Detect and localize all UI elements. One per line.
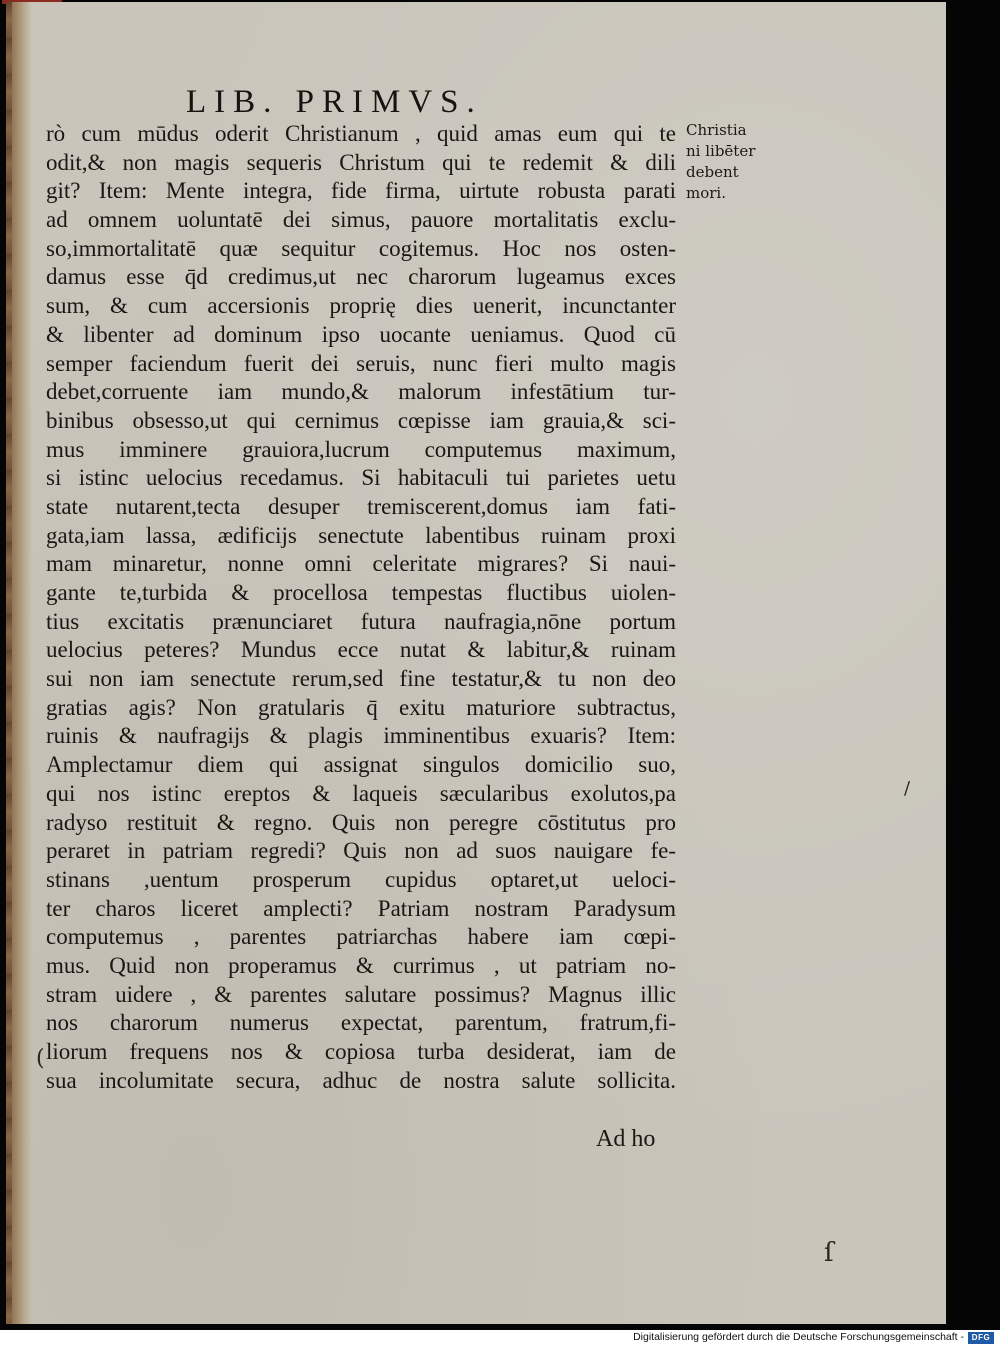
text-line: liorum frequens nos & copiosa turba desiderat, iam de (46, 1039, 676, 1064)
text-line: gata,iam lassa, ædificijs senectute labentibus ruinam proxi (46, 522, 676, 548)
text-line: stinans ,uentum prosperum cupidus optaret,ut ueloci- (46, 866, 676, 892)
text-line: radyso restituit & regno. Quis non peregre cōstitutus pro (46, 809, 676, 835)
text-line: peraret in patriam regredi? Quis non ad suos nauigare fe- (46, 838, 676, 864)
text-line: Amplectamur diem qui assignat singulos domicilio suo, (46, 752, 676, 778)
text-line: debet,corruente iam mundo,& malorum infestātium tur- (46, 379, 676, 405)
text-line: mus imminere grauiora,lucrum computemus maximum, (46, 436, 676, 462)
text-line: ad omnem uoluntatē dei simus, pauore mortalitatis exclu- (46, 207, 676, 233)
text-line: nos charorum numerus expectat, parentum, fratrum,fi- (46, 1010, 676, 1036)
text-line: & libenter ad dominum ipso uocante ueniamus. Quod cū (46, 321, 676, 347)
text-line: sui non iam senectute rerum,sed fine testatur,& tu non deo (46, 666, 676, 692)
text-line: state nutarent,tecta desuper tremiscerent,domus iam fati- (46, 493, 676, 519)
text-line: si istinc uelocius recedamus. Si habitaculi tui parietes uetu (46, 465, 676, 491)
binding-edge (6, 2, 12, 1324)
marginal-note-line: ni libēter (686, 142, 756, 160)
text-line: sua incolumitate secura, adhuc de nostra salute sollicita. (46, 1067, 676, 1093)
text-line: gratias agis? Non gratularis q̄ exitu maturiore subtractus, (46, 694, 676, 720)
running-head: LIB. PRIMVS. (186, 84, 483, 120)
ink-bracket-mark: ( (36, 1046, 45, 1071)
text-line: mus. Quid non properamus & currimus , ut patriam no- (46, 952, 676, 978)
dfg-logo: DFG (968, 1332, 994, 1344)
ink-scribble-mark: ſ (824, 1238, 834, 1268)
text-line: computemus , parentes patriarchas habere iam cœpi- (46, 924, 676, 950)
text-line: tius excitatis prænunciaret futura naufragia,nōne portum (46, 608, 676, 634)
text-line: rò cum mūdus oderit Christianum , quid amas eum qui te (46, 121, 676, 146)
text-line: ruinis & naufragijs & plagis imminentibus exuaris? Item: (46, 723, 676, 749)
marginal-note (686, 120, 776, 204)
text-line: qui nos istinc ereptos & laqueis sæcularibus exolutos,pa (46, 780, 676, 806)
book-page (6, 2, 946, 1324)
marginal-note-line: mori. (686, 184, 726, 202)
text-line: ter charos liceret amplecti? Patriam nostram Paradysum (46, 895, 676, 921)
text-line: odit,& non magis sequeris Christum qui te redemit & dili (46, 149, 676, 175)
footer-credit: Digitalisierung gefördert durch die Deutsche Forschungsgemeinschaft - (633, 1331, 964, 1343)
catchword: Ad ho (596, 1126, 656, 1152)
text-line: git? Item: Mente integra, fide firma, uirtute robusta parati (46, 178, 676, 204)
ink-tick-mark: / (904, 778, 911, 799)
text-line: mam minaretur, nonne omni celeritate migrares? Si naui- (46, 551, 676, 577)
body-text (46, 120, 676, 1095)
text-line: gante te,turbida & procellosa tempestas fluctibus uiolen- (46, 580, 676, 605)
text-line: sum, & cum accersionis proprię dies uenerit, incunctanter (46, 293, 676, 319)
text-line: damus esse q̄d credimus,ut nec charorum lugeamus exces (46, 264, 676, 290)
text-line: so,immortalitatē quæ sequitur cogitemus. Hoc nos osten- (46, 235, 676, 261)
text-line: binibus obsesso,ut qui cernimus cœpisse iam grauia,& sci- (46, 407, 676, 433)
text-line: stram uidere , & parentes salutare possimus? Magnus illic (46, 981, 676, 1007)
text-line: semper faciendum fuerit dei seruis, nunc fieri multo magis (46, 350, 676, 376)
text-line: uelocius peteres? Mundus ecce nutat & labitur,& ruinam (46, 637, 676, 663)
marginal-note-line: Christia (686, 121, 747, 139)
marginal-note-line: debent (686, 163, 739, 181)
